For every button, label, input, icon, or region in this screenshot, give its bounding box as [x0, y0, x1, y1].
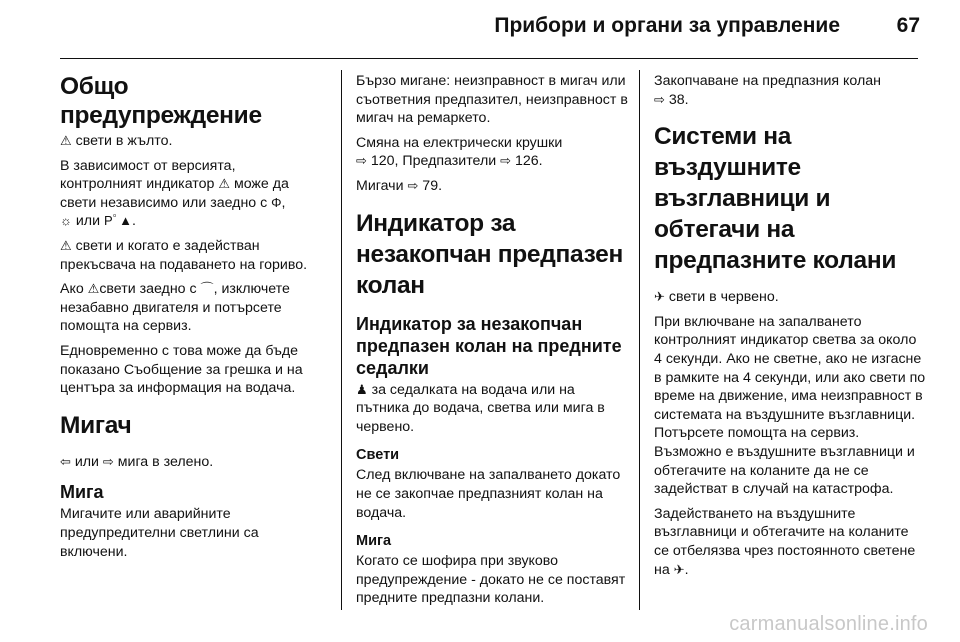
arrow-right-icon: ⇨	[102, 453, 114, 469]
column-2	[356, 72, 628, 614]
warning-icon: ⚠	[60, 237, 72, 253]
oil-icon: ⌒	[200, 281, 214, 297]
page-number: 67	[896, 14, 920, 37]
subheading-lights: Свети	[356, 447, 400, 464]
watermark: carmanualsonline.info	[729, 613, 928, 635]
paragraph: Мигачите или аварийните предупредителни светлини са включени.	[60, 506, 259, 560]
warning-icon: ⚠	[218, 176, 230, 192]
warning-icon: ⚠	[60, 133, 72, 148]
heading-airbag-systems: Системи на въздушните възглавници и обтегачи на предпазните колани	[654, 123, 897, 275]
heading-blinker: Мигач	[60, 411, 132, 439]
page-reference-icon: ⇨	[654, 91, 665, 107]
paragraph: ✈ свети в червено.	[654, 289, 779, 306]
page-reference-icon: ⇨	[500, 153, 511, 169]
airbag-icon: ✈	[654, 289, 665, 305]
parking-warning-icon: Pﾟ▲	[103, 213, 132, 229]
paragraph: ⚠ свети и когато е задействан прекъсвача на подаването на гориво.	[60, 237, 308, 273]
subheading-blinks: Мига	[356, 533, 392, 550]
subheading-blinks: Мига	[60, 482, 104, 503]
paragraph: След включване на запалването докато не се закопчае предпазният колан на водача.	[356, 467, 621, 521]
page-reference-icon: ⇨	[407, 177, 419, 193]
paragraph: ⇦ или ⇨ мига в зелено.	[60, 453, 214, 470]
paragraph: В зависимост от версията, контролният индикатор ⚠ може да свети независимо или заедно с Φ, ☼ или Pﾟ▲.	[60, 157, 289, 230]
engine-icon: Φ	[271, 194, 282, 210]
paragraph: Когато се шофира при звуково предупреждение - докато не се поставят предните предпазни колани.	[356, 553, 626, 607]
paragraph: Бързо мигане: неизправност в мигач или съответния предпазител, неизправност в мигач на ремаркето.	[356, 73, 628, 127]
column-divider-1	[341, 70, 342, 610]
airbag-icon: ✈	[673, 561, 685, 577]
column-divider-2	[639, 70, 640, 610]
section-title: Прибори и органи за управление	[494, 14, 840, 37]
column-3	[654, 72, 926, 585]
page-header	[0, 0, 960, 52]
subheading-front-seats: Индикатор за незакопчан предпазен колан на предните седалки	[356, 313, 622, 378]
paragraph: ♟ за седалката на водача или на пътника до водача, светва или мига в червено.	[356, 381, 605, 435]
heading-seatbelt-reminder: Индикатор за незакопчан предпазен колан	[356, 209, 624, 299]
paragraph: Мигачи ⇨ 79.	[356, 177, 443, 194]
warning-icon: ⚠	[87, 281, 100, 297]
seatbelt-icon: ♟	[356, 381, 368, 397]
column-1	[60, 72, 330, 567]
paragraph: Едновременно с това може да бъде показано Съобщение за грешка и на центъра за информация на водача.	[60, 342, 303, 397]
page-reference-icon: ⇨	[356, 153, 367, 169]
paragraph: ⚠ свети в жълто.	[60, 133, 173, 149]
header-rule	[60, 58, 918, 59]
paragraph: Задействането на въздушните възглавници и обтегачите на коланите се отбелязва чрез постоянното светене на ✈.	[654, 505, 916, 578]
arrow-left-icon: ⇦	[60, 453, 71, 469]
light-icon: ☼	[60, 213, 72, 229]
paragraph: При включване на запалването контролният индикатор светва за около 4 секунди. Ако не светне, ако не изгасне в рамките на 4 секунди, или ако свети по време на движение, има неизправност в системата на въздушните възглавници. Потърсете помощта на сервиз. Възможно е въздушните възглавници и обтегачите на коланите да не се задействат в случай на катастрофа.	[654, 313, 926, 498]
paragraph: Ако ⚠свети заедно с ⌒, изключете незабавно двигателя и потърсете помощта на сервиз.	[60, 281, 290, 335]
paragraph: Смяна на електрически крушки ⇨ 120, Предпазители ⇨ 126.	[356, 134, 563, 170]
heading-general-warning: Общо предупреждение	[60, 73, 262, 129]
paragraph: Закопчаване на предпазния колан ⇨ 38.	[654, 73, 881, 108]
